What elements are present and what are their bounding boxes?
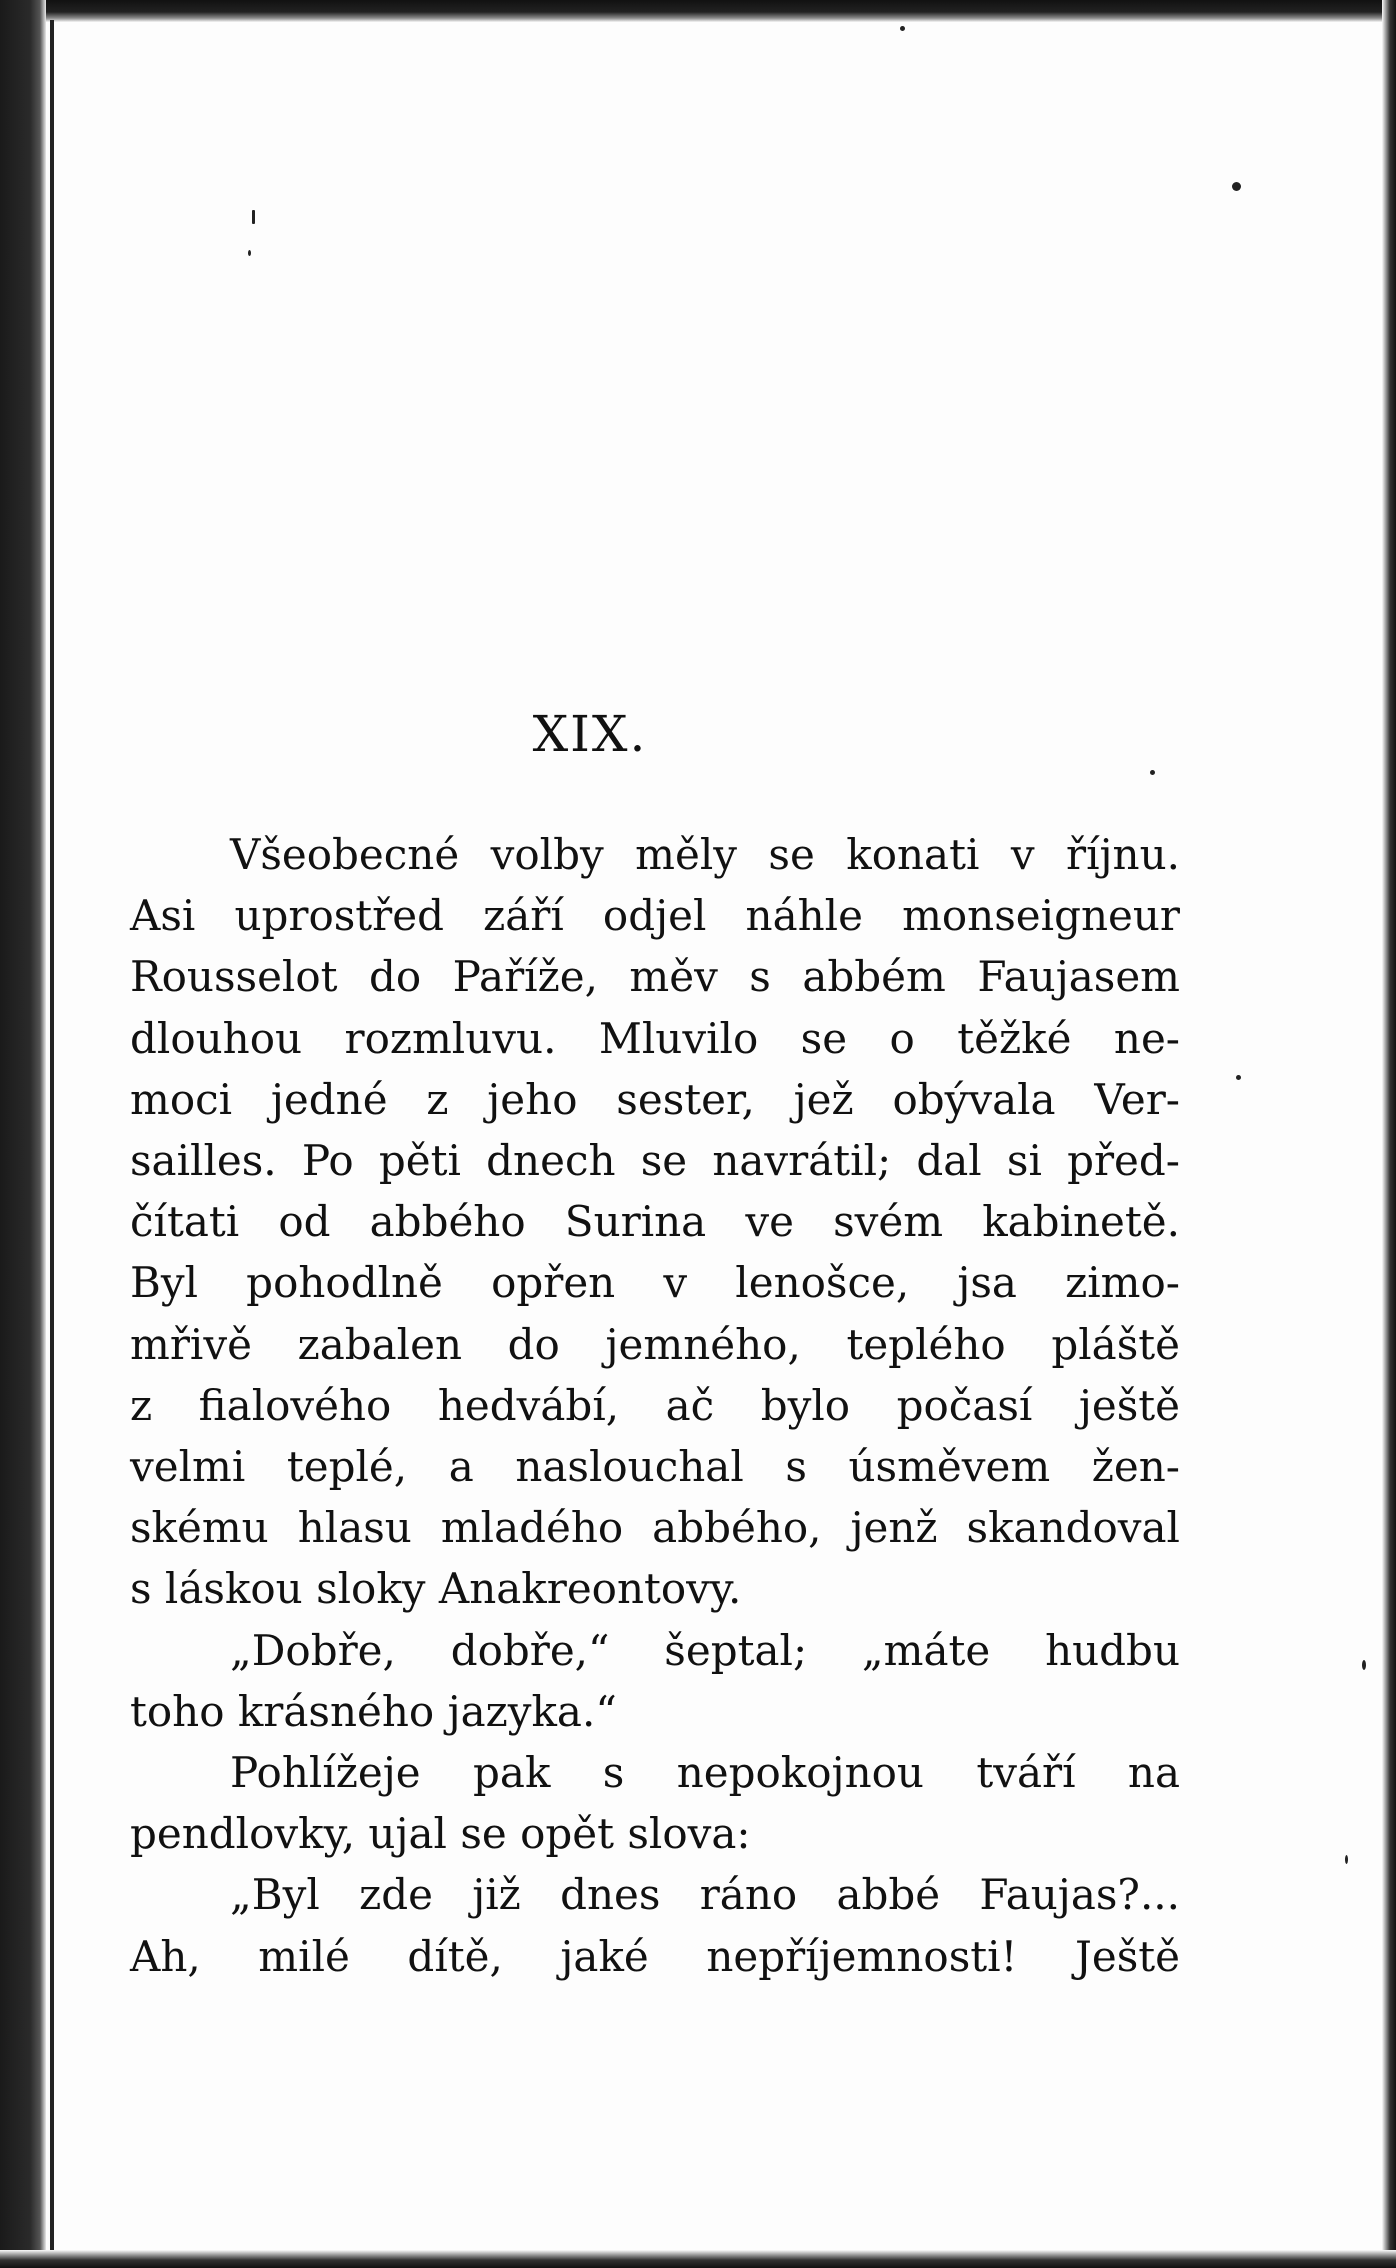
text-line: „Byl zde již dnes ráno abbé Faujas?... bbox=[230, 1870, 1180, 1920]
text-line: velmi teplé, a naslouchal s úsměvem žen- bbox=[130, 1442, 1180, 1491]
page-left-edge bbox=[0, 0, 46, 2268]
scan-speck bbox=[900, 26, 905, 31]
text-line: Ah, milé dítě, jaké nepříjemnosti! Ještě bbox=[130, 1931, 1180, 1981]
text-line: Pohlížeje pak s nepokojnou tváří na bbox=[230, 1748, 1180, 1797]
text-line: dlouhou rozmluvu. Mluvilo se o těžké ne- bbox=[130, 1013, 1180, 1063]
page-top-edge bbox=[0, 0, 1396, 22]
page-binding-rule bbox=[50, 20, 54, 2250]
scan-speck bbox=[252, 210, 255, 224]
page-right-edge bbox=[1382, 0, 1396, 2268]
text-line: skému hlasu mladého abbého, jenž skandoval bbox=[130, 1503, 1180, 1553]
text-line: s láskou sloky Anakreontovy. bbox=[130, 1564, 742, 1614]
text-line: Byl pohodlně opřen v lenošce, jsa zimo- bbox=[130, 1258, 1180, 1308]
text-line: čítati od abbého Surina ve svém kabinetě. bbox=[130, 1197, 1180, 1247]
text-line: Rousselot do Paříže, měv s abbém Faujasem bbox=[130, 952, 1180, 1002]
text-line: pendlovky, ujal se opět slova: bbox=[130, 1809, 751, 1859]
scan-speck bbox=[248, 250, 251, 256]
scan-speck bbox=[1345, 1855, 1348, 1864]
scan-speck bbox=[1236, 1075, 1241, 1080]
text-line: sailles. Po pěti dnech se navrátil; dal si před- bbox=[130, 1136, 1180, 1185]
page-bottom-edge bbox=[0, 2250, 1396, 2268]
text-line: Asi uprostřed září odjel náhle monseigneur bbox=[130, 891, 1180, 941]
scan-speck bbox=[1232, 182, 1241, 191]
text-line: toho krásného jazyka.“ bbox=[130, 1686, 617, 1736]
text-line: moci jedné z jeho sester, jež obývala Ver- bbox=[130, 1074, 1180, 1124]
chapter-heading: XIX. bbox=[532, 705, 648, 763]
text-line: mřivě zabalen do jemného, teplého pláště bbox=[130, 1319, 1180, 1369]
text-line: z fialového hedvábí, ač bylo počasí ještě bbox=[130, 1380, 1180, 1430]
scan-speck bbox=[1362, 1660, 1366, 1670]
text-line: Všeobecné volby měly se konati v říjnu. bbox=[230, 830, 1180, 879]
text-line: „Dobře, dobře,“ šeptal; „máte hudbu bbox=[230, 1625, 1180, 1675]
scan-speck bbox=[1150, 770, 1155, 775]
